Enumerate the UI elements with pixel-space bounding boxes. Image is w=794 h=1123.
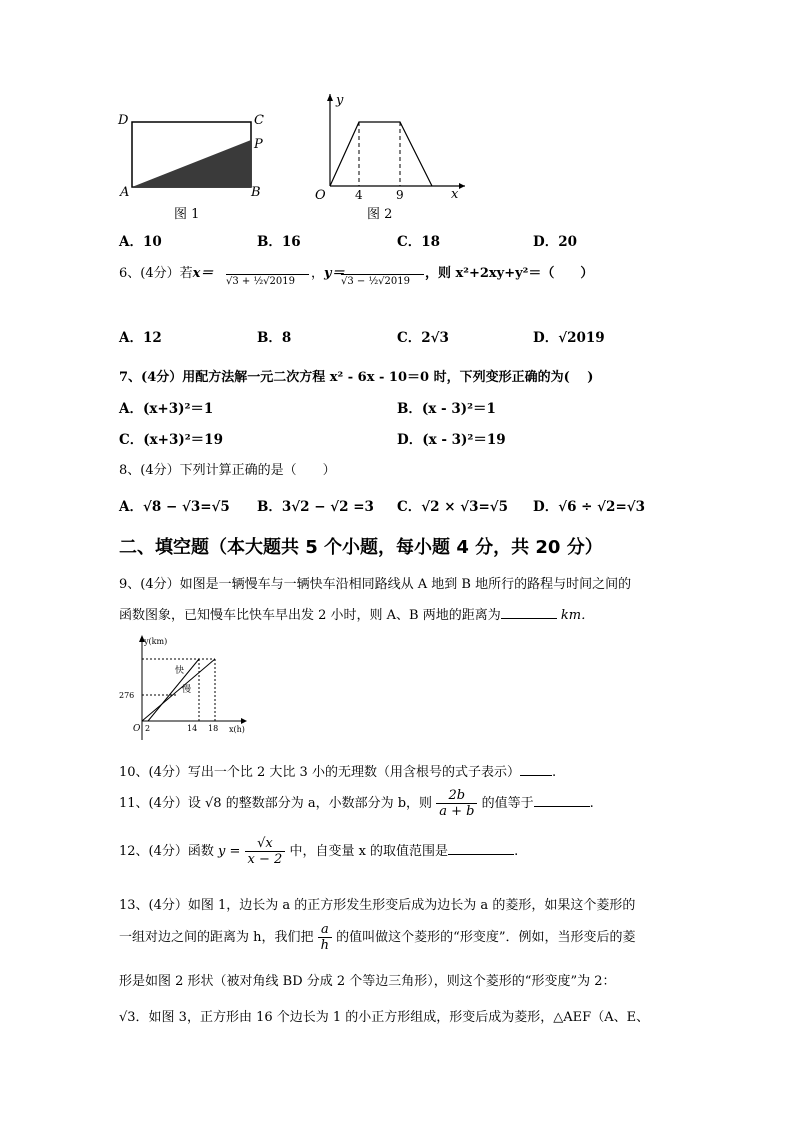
q7-option-d: D．(x - 3)²＝19	[397, 432, 506, 448]
q13-numerator: a	[318, 922, 332, 938]
q13-line-4: √3．如图 3，正方形由 16 个边长为 1 的小正方形组成，形变后成为菱形，△AEF（A、E、	[119, 1010, 650, 1025]
q8-option-a: A．√8 − √3=√5	[119, 499, 230, 515]
origin-label: O	[315, 188, 326, 203]
q6-option-d: D．√2019	[533, 330, 605, 346]
q13-line-3: 形是如图 2 形状（被对角线 BD 分成 2 个等边三角形），则这个菱形的“形变度”为 2：	[119, 974, 616, 989]
graph9-tick-18: 18	[208, 724, 219, 733]
q6-option-c: C．2√3	[397, 330, 449, 346]
tick-4: 4	[355, 188, 363, 202]
q8-stem: 8、(4分）下列计算正确的是（ ）	[119, 463, 336, 478]
q9-line-2-text: 函数图象，已知慢车比快车早出发 2 小时，则 A、B 两地的距离为	[119, 608, 501, 623]
q7-option-c: C．(x+3)²＝19	[119, 432, 223, 448]
q10-answer-blank	[520, 763, 552, 776]
fast-car-line	[148, 659, 199, 721]
graph9-slow-label: 慢	[182, 685, 192, 695]
q6-y-denominator: √3 − ½√2019	[341, 276, 410, 287]
q12-text-b: 中，自变量 x 的取值范围是	[289, 844, 449, 859]
label-C: C	[254, 113, 264, 128]
q11-stem	[119, 788, 594, 819]
q12-numerator: √x	[245, 836, 286, 852]
figure-1-rectangle	[112, 108, 272, 223]
q6-option-b: B．8	[257, 330, 292, 346]
q11-denominator: a + b	[439, 804, 475, 819]
section-2-heading: 二、填空题（本大题共 5 个小题，每小题 4 分，共 20 分）	[119, 537, 603, 558]
q12-y-eq: y =	[218, 844, 241, 859]
q10-stem	[119, 761, 556, 780]
q6-x-denominator: √3 + ½√2019	[226, 276, 295, 287]
q11-end: .	[589, 796, 594, 811]
q9-distance-time-graph	[117, 632, 252, 744]
q11-fraction	[436, 788, 477, 819]
q8-option-c: C．√2 × √3=√5	[397, 499, 509, 515]
q12-denominator: x − 2	[247, 852, 283, 867]
shaded-triangle	[132, 140, 251, 187]
graph9-ylabel: y(km)	[144, 637, 168, 646]
q13-fraction	[318, 922, 332, 953]
q6-stem	[119, 262, 213, 281]
q11-numerator: 2b	[436, 788, 477, 804]
figure-2-caption: 图 2	[367, 207, 393, 222]
q6-y-fraction-bar	[341, 262, 424, 275]
graph9-y276: 276	[119, 691, 135, 700]
q8-option-b: B．3√2 − √2 =3	[257, 499, 374, 515]
graph9-tick-2: 2	[145, 724, 151, 733]
q5-option-c: C．18	[397, 234, 441, 250]
tick-9: 9	[396, 188, 404, 202]
q7-option-a: A．(x+3)²＝1	[119, 401, 214, 417]
q9-unit: km．	[560, 608, 595, 623]
q6-tail: ，则 x²+2xy+y²＝（ ）	[425, 266, 594, 281]
q11-text-b: 的值等于	[481, 796, 534, 811]
graph9-origin: O	[133, 724, 141, 734]
q9-line-1: 9、(4分）如图是一辆慢车与一辆快车沿相同路线从 A 地到 B 地所行的路程与时间之间的	[119, 577, 632, 592]
q12-text-a: 12、(4分）函数	[119, 844, 214, 859]
q6-x-eq: x＝	[192, 266, 214, 281]
figure-1-caption: 图 1	[174, 207, 200, 222]
graph9-tick-14: 14	[187, 724, 198, 733]
q7-stem: 7、(4分）用配方法解一元二次方程 x² - 6x - 10＝0 时，下列变形正确的为( )	[119, 370, 594, 385]
q9-answer-blank	[501, 606, 557, 619]
q5-option-b: B．16	[257, 234, 301, 250]
q11-text-a: 11、(4分）设 √8 的整数部分为 a，小数部分为 b，则	[119, 796, 433, 811]
q5-option-d: D．20	[533, 234, 577, 250]
q13-line-1: 13、(4分）如图 1，边长为 a 的正方形发生形变后成为边长为 a 的菱形，如果这个菱形的	[119, 898, 636, 913]
q6-y-part	[311, 262, 345, 281]
q12-end: .	[514, 844, 519, 859]
axis-y-label: y	[336, 93, 344, 108]
q7-option-b: B．(x - 3)²＝1	[397, 401, 496, 417]
q12-answer-blank	[448, 842, 514, 855]
q13-denominator: h	[320, 938, 330, 953]
label-D: D	[118, 113, 129, 128]
axis-x-label: x	[451, 187, 459, 202]
q10-text: 10、(4分）写出一个比 2 大比 3 小的无理数（用含根号的式子表示）	[119, 765, 520, 780]
q13-line-2a: 一组对边之间的距离为 h，我们把	[119, 930, 314, 945]
q6-comma: ，	[311, 266, 325, 281]
label-P: P	[254, 137, 263, 152]
q6-prefix: 6、(4分）若	[119, 266, 193, 281]
q5-option-a: A．10	[119, 234, 162, 250]
q12-fraction	[245, 836, 286, 867]
q6-y-eq: y＝	[324, 266, 345, 281]
q6-x-fraction-bar	[226, 262, 309, 275]
q6-option-a: A．12	[119, 330, 162, 346]
label-B: B	[251, 185, 261, 200]
graph9-fast-label: 快	[175, 666, 185, 676]
q11-answer-blank	[534, 794, 590, 807]
q12-stem	[119, 836, 518, 867]
graph9-xlabel: x(h)	[229, 725, 245, 734]
q9-line-2	[119, 604, 594, 623]
figure-2-graph	[305, 88, 475, 223]
q8-option-d: D．√6 ÷ √2=√3	[533, 499, 646, 515]
q13-line-2	[119, 922, 635, 953]
label-A: A	[120, 185, 130, 200]
q10-end: .	[551, 765, 557, 780]
q13-line-2b: 的值叫做这个菱形的“形变度”．例如，当形变后的菱	[336, 930, 636, 945]
